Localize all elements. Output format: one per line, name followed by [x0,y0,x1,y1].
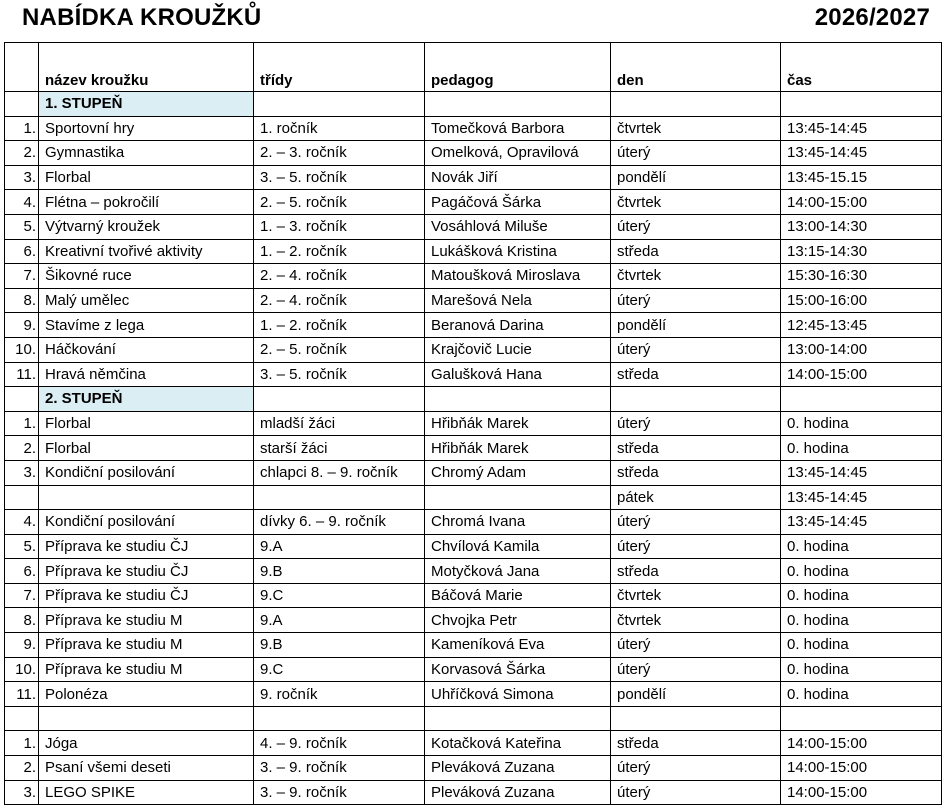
num-cell: 2. [5,141,39,166]
empty-cell [781,92,942,117]
time-cell: 0. hodina [781,583,942,608]
num-cell: 10. [5,337,39,362]
empty-cell [781,706,942,731]
classes-cell: 9.A [254,608,425,633]
teacher-cell: Uhříčková Simona [425,682,611,707]
table-row [5,313,942,338]
num-cell: 10. [5,657,39,682]
name-cell: Kondiční posilování [39,510,254,535]
table-row [5,559,942,584]
name-cell: Psaní všemi deseti [39,756,254,781]
day-cell: úterý [611,141,781,166]
blank-row [5,706,942,731]
name-cell: Příprava ke studiu M [39,657,254,682]
table-row [5,756,942,781]
table-row [5,411,942,436]
time-cell: 13:00-14:00 [781,337,942,362]
empty-cell [254,387,425,412]
name-cell: Polonéza [39,682,254,707]
table-header-row [5,43,942,92]
table-row [5,657,942,682]
num-cell: 7. [5,264,39,289]
day-cell: čtvrtek [611,116,781,141]
num-cell: 4. [5,190,39,215]
teacher-cell: Galušková Hana [425,362,611,387]
clubs-table-body [5,43,942,805]
teacher-cell [425,485,611,510]
teacher-cell: Kotačková Kateřina [425,731,611,756]
teacher-cell: Hřibňák Marek [425,436,611,461]
time-cell: 0. hodina [781,657,942,682]
classes-cell: 4. – 9. ročník [254,731,425,756]
day-cell: středa [611,362,781,387]
day-cell: úterý [611,288,781,313]
day-cell: čtvrtek [611,190,781,215]
teacher-cell: Tomečková Barbora [425,116,611,141]
classes-cell: dívky 6. – 9. ročník [254,510,425,535]
table-row [5,116,942,141]
time-cell: 0. hodina [781,608,942,633]
name-cell: Flétna – pokročilí [39,190,254,215]
teacher-cell: Vosáhlová Miluše [425,214,611,239]
table-row [5,214,942,239]
table-row [5,485,942,510]
day-cell: úterý [611,534,781,559]
name-cell: Výtvarný kroužek [39,214,254,239]
table-row [5,190,942,215]
table-row [5,436,942,461]
teacher-cell: Marešová Nela [425,288,611,313]
empty-cell [611,387,781,412]
classes-cell: 3. – 5. ročník [254,165,425,190]
table-row [5,460,942,485]
header-teacher: pedagog [425,43,611,92]
header-classes: třídy [254,43,425,92]
name-cell: Příprava ke studiu ČJ [39,534,254,559]
time-cell: 0. hodina [781,534,942,559]
num-cell: 8. [5,288,39,313]
num-cell: 9. [5,633,39,658]
day-cell: úterý [611,780,781,805]
name-cell [39,485,254,510]
time-cell: 14:00-15:00 [781,780,942,805]
time-cell: 15:30-16:30 [781,264,942,289]
day-cell: pondělí [611,165,781,190]
name-cell: Florbal [39,411,254,436]
classes-cell: 1. – 2. ročník [254,313,425,338]
table-row [5,633,942,658]
teacher-cell: Báčová Marie [425,583,611,608]
empty-cell [425,706,611,731]
classes-cell [254,485,425,510]
classes-cell: 9.B [254,633,425,658]
teacher-cell: Chvílová Kamila [425,534,611,559]
time-cell: 13:45-14:45 [781,485,942,510]
num-cell: 9. [5,313,39,338]
time-cell: 13:45-14:45 [781,116,942,141]
num-cell: 1. [5,731,39,756]
num-cell: 1. [5,116,39,141]
day-cell: úterý [611,510,781,535]
header-day: den [611,43,781,92]
day-cell: úterý [611,214,781,239]
table-row [5,362,942,387]
day-cell: čtvrtek [611,583,781,608]
name-cell: Kondiční posilování [39,460,254,485]
classes-cell: 2. – 4. ročník [254,264,425,289]
day-cell: úterý [611,756,781,781]
teacher-cell: Lukášková Kristina [425,239,611,264]
header-num [5,43,39,92]
day-cell: středa [611,731,781,756]
empty-cell [254,706,425,731]
day-cell: úterý [611,337,781,362]
time-cell: 14:00-15:00 [781,190,942,215]
table-row [5,239,942,264]
teacher-cell: Omelková, Opravilová [425,141,611,166]
table-row [5,510,942,535]
classes-cell: 9.C [254,583,425,608]
teacher-cell: Hřibňák Marek [425,411,611,436]
num-cell: 4. [5,510,39,535]
empty-cell [254,92,425,117]
name-cell: Příprava ke studiu M [39,633,254,658]
teacher-cell: Krajčovič Lucie [425,337,611,362]
empty-cell [5,706,39,731]
classes-cell: 2. – 4. ročník [254,288,425,313]
time-cell: 0. hodina [781,436,942,461]
day-cell: pondělí [611,313,781,338]
day-cell: úterý [611,411,781,436]
teacher-cell: Pagáčová Šárka [425,190,611,215]
name-cell: Šikovné ruce [39,264,254,289]
empty-cell [425,387,611,412]
classes-cell: 3. – 5. ročník [254,362,425,387]
empty-cell [5,92,39,117]
table-row [5,583,942,608]
name-cell: Florbal [39,165,254,190]
classes-cell: 3. – 9. ročník [254,780,425,805]
num-cell [5,485,39,510]
time-cell: 13:45-14:45 [781,510,942,535]
num-cell: 5. [5,534,39,559]
classes-cell: 9.A [254,534,425,559]
num-cell: 11. [5,682,39,707]
table-row [5,264,942,289]
classes-cell: 2. – 5. ročník [254,337,425,362]
teacher-cell: Novák Jiří [425,165,611,190]
num-cell: 7. [5,583,39,608]
day-cell: čtvrtek [611,264,781,289]
time-cell: 14:00-15:00 [781,756,942,781]
num-cell: 8. [5,608,39,633]
teacher-cell: Matoušková Miroslava [425,264,611,289]
day-cell: středa [611,460,781,485]
time-cell: 13:45-14:45 [781,460,942,485]
num-cell: 3. [5,460,39,485]
table-row [5,682,942,707]
name-cell: Háčkování [39,337,254,362]
classes-cell: 2. – 3. ročník [254,141,425,166]
num-cell: 3. [5,165,39,190]
empty-cell [611,92,781,117]
section-label: 2. STUPEŇ [39,387,254,412]
name-cell: LEGO SPIKE [39,780,254,805]
time-cell: 13:45-14:45 [781,141,942,166]
time-cell: 0. hodina [781,559,942,584]
time-cell: 12:45-13:45 [781,313,942,338]
teacher-cell: Pleváková Zuzana [425,780,611,805]
classes-cell: 9.C [254,657,425,682]
num-cell: 6. [5,239,39,264]
teacher-cell: Beranová Darina [425,313,611,338]
day-cell: středa [611,559,781,584]
num-cell: 11. [5,362,39,387]
classes-cell: chlapci 8. – 9. ročník [254,460,425,485]
classes-cell: mladší žáci [254,411,425,436]
time-cell: 0. hodina [781,411,942,436]
empty-cell [611,706,781,731]
num-cell: 1. [5,411,39,436]
classes-cell: 2. – 5. ročník [254,190,425,215]
day-cell: pátek [611,485,781,510]
day-cell: úterý [611,633,781,658]
time-cell: 13:15-14:30 [781,239,942,264]
name-cell: Gymnastika [39,141,254,166]
classes-cell: starší žáci [254,436,425,461]
time-cell: 14:00-15:00 [781,362,942,387]
name-cell: Příprava ke studiu M [39,608,254,633]
name-cell: Florbal [39,436,254,461]
table-row [5,141,942,166]
name-cell: Hravá němčina [39,362,254,387]
day-cell: čtvrtek [611,608,781,633]
section-row-stage1 [5,92,942,117]
name-cell: Stavíme z lega [39,313,254,338]
table-row [5,337,942,362]
num-cell: 6. [5,559,39,584]
table-row [5,288,942,313]
table-row [5,534,942,559]
header-time: čas [781,43,942,92]
empty-cell [781,387,942,412]
name-cell: Příprava ke studiu ČJ [39,583,254,608]
table-row [5,731,942,756]
classes-cell: 9. ročník [254,682,425,707]
teacher-cell: Motyčková Jana [425,559,611,584]
day-cell: středa [611,239,781,264]
page-title: NABÍDKA KROUŽKŮ [22,4,262,31]
teacher-cell: Kameníková Eva [425,633,611,658]
name-cell: Příprava ke studiu ČJ [39,559,254,584]
teacher-cell: Chromá Ivana [425,510,611,535]
name-cell: Malý umělec [39,288,254,313]
name-cell: Kreativní tvořivé aktivity [39,239,254,264]
school-year: 2026/2027 [814,4,930,31]
time-cell: 0. hodina [781,682,942,707]
classes-cell: 1. – 3. ročník [254,214,425,239]
num-cell: 2. [5,756,39,781]
empty-cell [5,387,39,412]
teacher-cell: Chromý Adam [425,460,611,485]
teacher-cell: Chvojka Petr [425,608,611,633]
num-cell: 2. [5,436,39,461]
classes-cell: 1. – 2. ročník [254,239,425,264]
num-cell: 3. [5,780,39,805]
table-row [5,608,942,633]
empty-cell [425,92,611,117]
day-cell: středa [611,436,781,461]
section-row-stage2 [5,387,942,412]
day-cell: úterý [611,657,781,682]
time-cell: 14:00-15:00 [781,731,942,756]
section-label: 1. STUPEŇ [39,92,254,117]
time-cell: 15:00-16:00 [781,288,942,313]
day-cell: pondělí [611,682,781,707]
table-row [5,165,942,190]
time-cell: 0. hodina [781,633,942,658]
table-row [5,780,942,805]
teacher-cell: Pleváková Zuzana [425,756,611,781]
classes-cell: 3. – 9. ročník [254,756,425,781]
classes-cell: 9.B [254,559,425,584]
name-cell: Jóga [39,731,254,756]
teacher-cell: Korvasová Šárka [425,657,611,682]
classes-cell: 1. ročník [254,116,425,141]
time-cell: 13:00-14:30 [781,214,942,239]
name-cell: Sportovní hry [39,116,254,141]
empty-cell [39,706,254,731]
clubs-table [4,42,942,805]
time-cell: 13:45-15.15 [781,165,942,190]
num-cell: 5. [5,214,39,239]
header-name: název kroužku [39,43,254,92]
